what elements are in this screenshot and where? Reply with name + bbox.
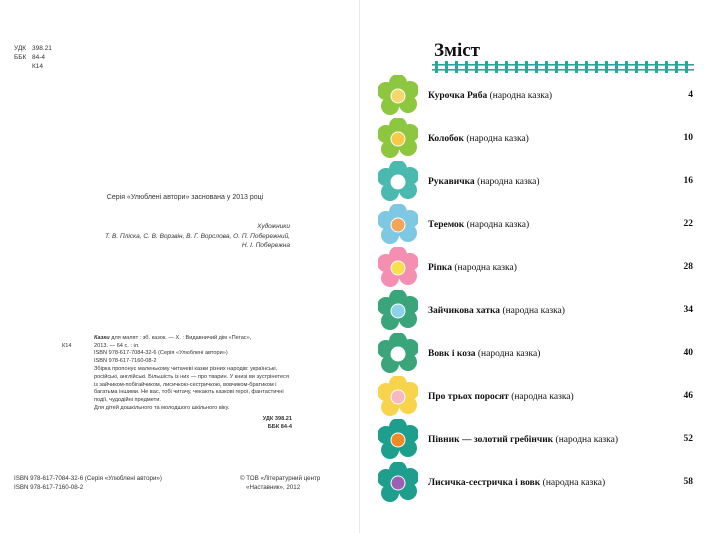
kolobok-icon xyxy=(378,118,418,158)
piglets-icon xyxy=(378,376,418,416)
story-kind: (народна казка) xyxy=(452,263,517,273)
isbn-line: ISBN 978-617-7160-08-2 xyxy=(14,484,84,491)
toc-entry[interactable] xyxy=(378,117,693,160)
copyright-block xyxy=(240,474,340,492)
story-name: Ріпка xyxy=(428,263,452,273)
story-kind: (народна казка) xyxy=(500,306,565,316)
table-of-contents xyxy=(378,74,693,504)
udk-bbk-block xyxy=(14,44,52,71)
story-name: Курочка Ряба xyxy=(428,91,488,101)
decorative-fence-border xyxy=(432,61,694,73)
page-number: 46 xyxy=(683,391,693,401)
story-kind: (народна казка) xyxy=(487,91,553,101)
copyright-line: «Наставник», 2012 xyxy=(246,484,301,491)
toc-entry[interactable] xyxy=(378,160,693,203)
bunny-house-icon xyxy=(378,290,418,330)
copyright-line: © ТОВ «Літературний центр xyxy=(240,475,321,482)
story-name: Вовк і коза xyxy=(428,349,476,359)
toc-entry[interactable] xyxy=(378,418,693,461)
toc-entry-title xyxy=(428,477,605,488)
series-note: Серія «Улюблені автори» заснована у 2013 році xyxy=(106,194,264,201)
wolf-goat-icon xyxy=(378,333,418,373)
biblio-title: Казки для малят : зб. казок. — Х. : Видавничий дім «Пегас», xyxy=(94,335,252,341)
author-sign-row: К14 xyxy=(32,63,44,70)
page-number: 58 xyxy=(683,477,693,487)
toc-entry-title xyxy=(428,262,517,273)
rooster-icon xyxy=(378,419,418,459)
toc-entry-title xyxy=(428,90,552,101)
biblio-annotation: Збірка пропонує маленькому читачеві казки різних народів: українські, російські, англійські. Більшість із них — про тварин. У книзі ви зустрінетеся із зайчиком-побігайчиком, лисичкою-сестричкою, вовчиком-братиком і багатьма іншими. Не вас, тобі читачу, чекають казкові герої, фантастичні події, чудодійні предмети. xyxy=(94,366,289,403)
toc-entry-title xyxy=(428,305,565,316)
biblio-line: 2013. — 64 с. : іл. xyxy=(94,342,140,349)
isbn-line: ISBN 978-617-7084-32-6 (Серія «Улюблені автори») xyxy=(14,475,162,482)
toc-entry[interactable] xyxy=(378,332,693,375)
author-sign: К14 xyxy=(62,343,72,349)
bbk-row: ББК 84-4 xyxy=(14,54,46,61)
biblio-audience: Для дітей дошкільного та молодшого шкільного віку. xyxy=(94,405,230,412)
page-number: 22 xyxy=(683,219,693,229)
mitten-icon xyxy=(378,161,418,201)
hen-icon xyxy=(378,75,418,115)
story-name: Колобок xyxy=(428,134,464,144)
illustrators-line: Т. В. Пліска, С. В. Ворзвін, В. Г. Ворслова, О. П. Побережний, xyxy=(105,232,290,240)
illustrators-line: Н. І. Побережна xyxy=(241,242,290,249)
story-name: Півник — золотий гребінчик xyxy=(428,435,554,445)
story-kind: (народна казка) xyxy=(508,392,574,402)
toc-entry-title xyxy=(428,176,540,187)
story-kind: (народна казка) xyxy=(464,220,530,230)
toc-entry[interactable] xyxy=(378,203,693,246)
toc-entry-title xyxy=(428,219,529,230)
isbn-block xyxy=(14,474,162,492)
toc-entry[interactable] xyxy=(378,246,693,289)
story-name: Зайчикова хатка xyxy=(428,306,501,316)
story-kind: (народна казка) xyxy=(463,134,529,144)
story-kind: (народна казка) xyxy=(475,349,541,359)
toc-entry[interactable] xyxy=(378,461,693,504)
page-number: 10 xyxy=(683,133,693,143)
toc-entry[interactable] xyxy=(378,375,693,418)
bibliographic-record xyxy=(62,335,292,431)
story-kind: (народна казка) xyxy=(474,177,540,187)
toc-entry-title xyxy=(428,391,574,402)
illustrators-heading: Художники xyxy=(257,223,290,230)
biblio-bbk: ББК 84-4 xyxy=(267,423,292,430)
story-name: Про трьох поросят xyxy=(428,392,509,402)
story-name: Лисичка-сестричка і вовк xyxy=(428,478,541,488)
story-kind: (народна казка) xyxy=(540,478,606,488)
page-number: 16 xyxy=(683,176,693,186)
illustrators-block xyxy=(80,222,290,251)
page-number: 52 xyxy=(683,434,693,444)
udk-row: УДК 398.21 xyxy=(14,45,52,52)
story-kind: (народна казка) xyxy=(553,435,619,445)
toc-entry[interactable] xyxy=(378,289,693,332)
biblio-udk: УДК 398.21 xyxy=(262,415,292,422)
biblio-isbn: ISBN 978-617-7160-08-2 xyxy=(94,357,157,364)
story-name: Рукавичка xyxy=(428,177,475,187)
fox-wolf-icon xyxy=(378,462,418,502)
page-number: 4 xyxy=(688,90,693,100)
toc-entry-title xyxy=(428,434,618,445)
toc-entry[interactable] xyxy=(378,74,693,117)
page-number: 34 xyxy=(683,305,693,315)
toc-entry-title xyxy=(428,348,540,359)
page-number: 40 xyxy=(683,348,693,358)
toc-entry-title xyxy=(428,133,529,144)
contents-page xyxy=(360,0,720,533)
turnip-icon xyxy=(378,247,418,287)
terem-icon xyxy=(378,204,418,244)
story-name: Теремок xyxy=(428,220,465,230)
page-number: 28 xyxy=(683,262,693,272)
page-title: Зміст xyxy=(434,40,481,61)
biblio-isbn: ISBN 978-617-7084-32-6 (Серія «Улюблені автори») xyxy=(94,350,228,357)
